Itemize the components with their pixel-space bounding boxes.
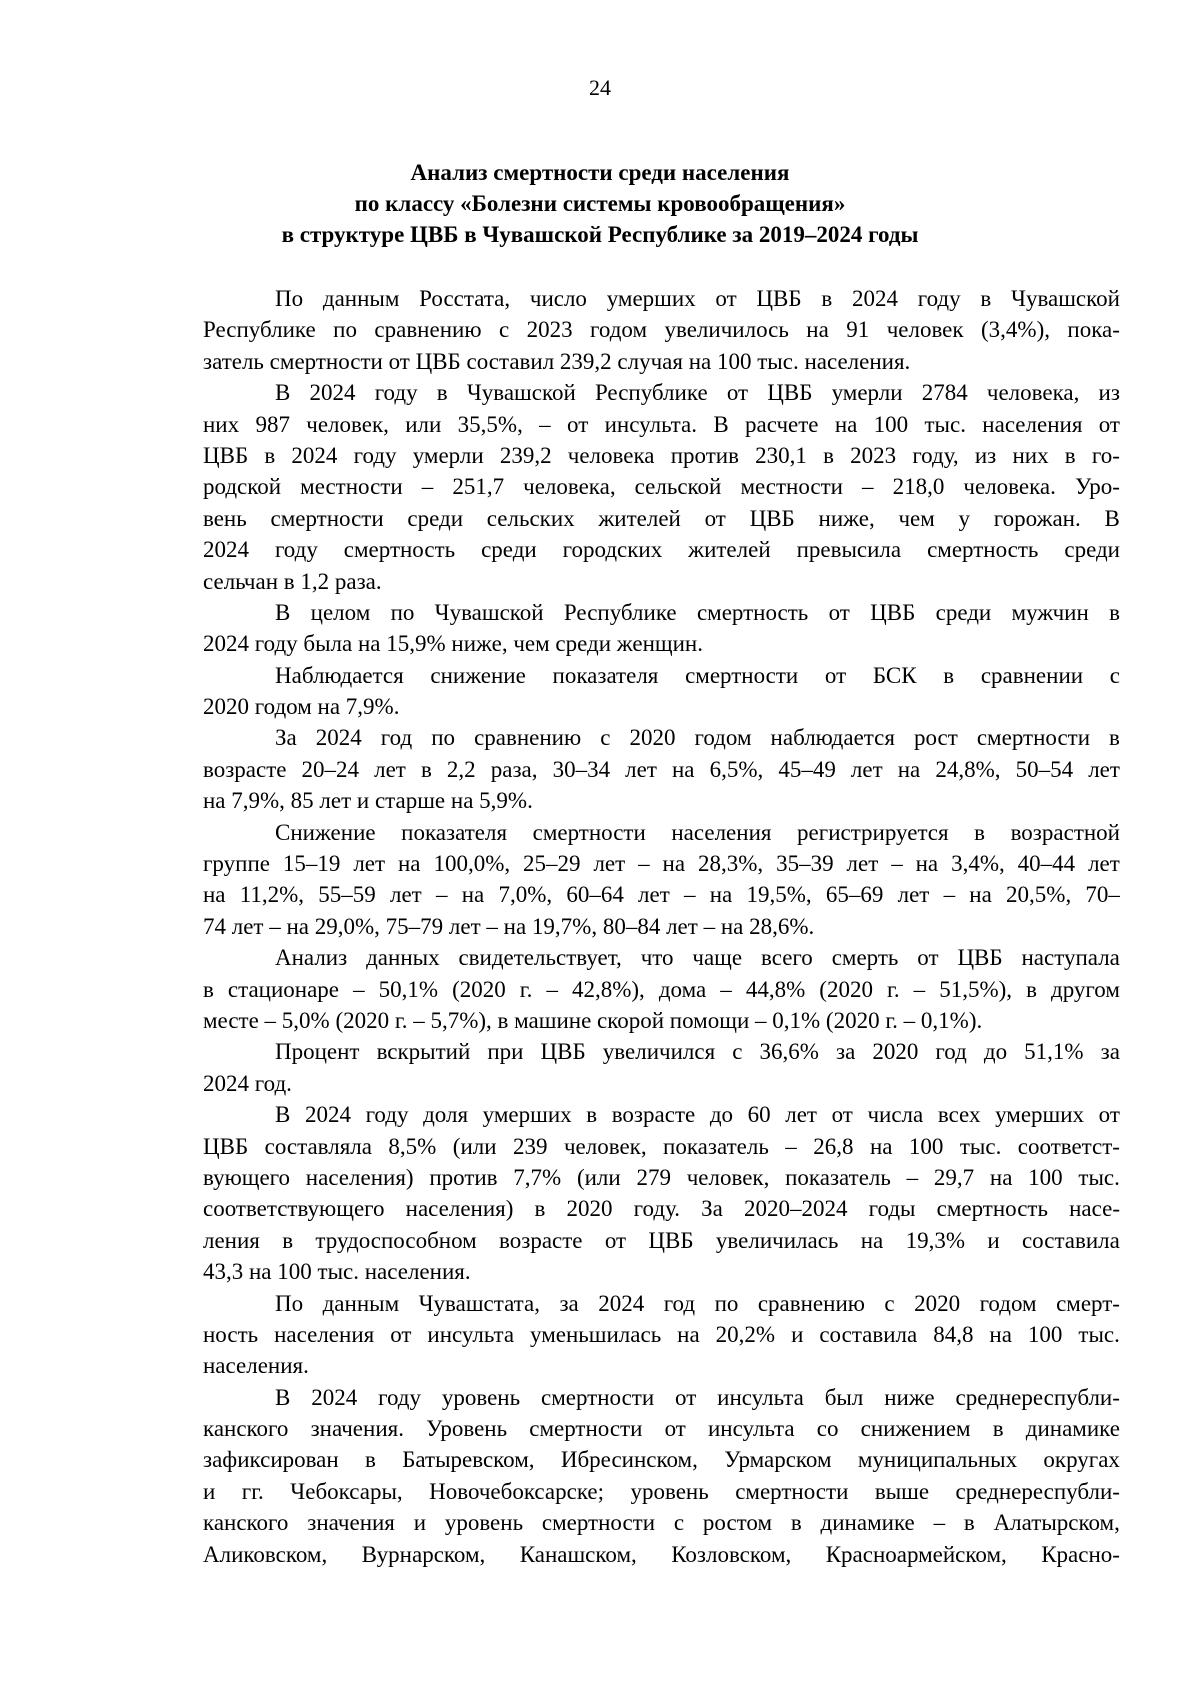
text-line: ления в трудоспособном возрасте от ЦВБ увеличилась на 19,3% и составила — [203, 1227, 1120, 1253]
text-line: месте – 5,0% (2020 г. – 5,7%), в машине скорой помощи – 0,1% (2020 г. – 0,1%). — [203, 1007, 983, 1033]
text-line: затель смертности от ЦВБ составил 239,2 случая на 100 тыс. населения. — [203, 348, 911, 374]
page-number: 24 — [589, 75, 611, 100]
text-line: канского значения и уровень смертности с ростом в динамике – в Алатырском, — [203, 1510, 1120, 1536]
document-body — [203, 283, 1120, 1570]
text-line: ность населения от инсульта уменьшилась на 20,2% и составила 84,8 на 100 тыс. — [203, 1321, 1120, 1347]
text-line: В целом по Чувашской Республике смертность от ЦВБ среди мужчин в — [275, 599, 1120, 625]
text-line: Процент вскрытий при ЦВБ увеличился с 36,6% за 2020 год до 51,1% за — [275, 1039, 1120, 1065]
text-line: По данным Чувашстата, за 2024 год по сравнению с 2020 годом смерт- — [275, 1290, 1120, 1316]
text-line: 43,3 на 100 тыс. населения. — [203, 1259, 471, 1285]
text-line: в стационаре – 50,1% (2020 г. – 42,8%), дома – 44,8% (2020 г. – 51,5%), в другом — [203, 976, 1120, 1002]
text-line: на 7,9%, 85 лет и старше на 5,9%. — [203, 788, 533, 814]
text-line: них 987 человек, или 35,5%, – от инсульта. В расчете на 100 тыс. населения от — [203, 411, 1120, 437]
text-line: Наблюдается снижение показателя смертности от БСК в сравнении с — [275, 662, 1120, 688]
text-line: 2020 годом на 7,9%. — [203, 694, 400, 720]
text-line: группе 15–19 лет на 100,0%, 25–29 лет – на 28,3%, 35–39 лет – на 3,4%, 40–44 лет — [203, 851, 1120, 877]
text-line: возрасте 20–24 лет в 2,2 раза, 30–34 лет на 6,5%, 45–49 лет на 24,8%, 50–54 лет — [203, 756, 1120, 782]
text-line: В 2024 году доля умерших в возрасте до 60 лет от числа всех умерших от — [275, 1102, 1120, 1128]
text-line: родской местности – 251,7 человека, сельской местности – 218,0 человека. Уро- — [203, 474, 1120, 500]
text-line: ЦВБ составляла 8,5% (или 239 человек, показатель – 26,8 на 100 тыс. соответст- — [203, 1133, 1120, 1159]
text-line: По данным Росстата, число умерших от ЦВБ в 2024 году в Чувашской — [275, 286, 1120, 311]
text-line: Республике по сравнению с 2023 годом увеличилось на 91 человек (3,4%), пока- — [203, 317, 1120, 343]
title-line: в структуре ЦВБ в Чувашской Республике за 2019–2024 годы — [281, 222, 919, 247]
paragraph — [203, 377, 1120, 597]
text-line: соответствующего населения) в 2020 году. За 2020–2024 годы смертность насе- — [203, 1196, 1120, 1222]
text-line: 2024 году была на 15,9% ниже, чем среди женщин. — [203, 631, 703, 657]
title-line: по классу «Болезни системы кровообращения» — [354, 191, 846, 216]
text-line: населения. — [203, 1353, 309, 1379]
paragraph — [203, 1036, 1120, 1099]
text-line: канского значения. Уровень смертности от инсульта со снижением в динамике — [203, 1416, 1120, 1442]
paragraph — [203, 660, 1120, 723]
paragraph — [203, 283, 1120, 377]
text-line: В 2024 году в Чувашской Республике от ЦВБ умерли 2784 человека, из — [275, 380, 1120, 406]
text-line: сельчан в 1,2 раза. — [203, 568, 382, 594]
text-line: Снижение показателя смертности населения регистрируется в возрастной — [275, 819, 1120, 845]
text-line: вующего населения) против 7,7% (или 279 человек, показатель – 29,7 на 100 тыс. — [203, 1164, 1120, 1190]
page-title — [0, 157, 1200, 250]
title-line: Анализ смертности среди населения — [410, 160, 790, 185]
text-line: ЦВБ в 2024 году умерли 239,2 человека против 230,1 в 2023 году, из них в го- — [203, 442, 1120, 468]
paragraph — [203, 597, 1120, 660]
paragraph — [203, 722, 1120, 816]
text-line: В 2024 году уровень смертности от инсульта был ниже среднереспубли- — [275, 1384, 1120, 1410]
text-line: и гг. Чебоксары, Новочебоксарске; уровень смертности выше среднереспубли- — [203, 1478, 1120, 1504]
paragraph — [203, 817, 1120, 943]
paragraph — [203, 1382, 1120, 1570]
text-line: За 2024 год по сравнению с 2020 годом наблюдается рост смертности в — [275, 725, 1120, 751]
paragraph — [203, 1288, 1120, 1382]
paragraph — [203, 1099, 1120, 1287]
text-line: Аликовском, Вурнарском, Канашском, Козловском, Красноармейском, Красно- — [203, 1541, 1120, 1567]
text-line: 2024 год. — [203, 1070, 292, 1096]
text-line: вень смертности среди сельских жителей от ЦВБ ниже, чем у горожан. В — [203, 505, 1120, 531]
text-line: зафиксирован в Батыревском, Ибресинском, Урмарском муниципальных округах — [203, 1447, 1120, 1473]
paragraph — [203, 942, 1120, 1036]
text-line: Анализ данных свидетельствует, что чаще всего смерть от ЦВБ наступала — [275, 945, 1120, 971]
text-line: на 11,2%, 55–59 лет – на 7,0%, 60–64 лет – на 19,5%, 65–69 лет – на 20,5%, 70– — [203, 882, 1120, 908]
text-line: 2024 году смертность среди городских жителей превысила смертность среди — [203, 537, 1120, 563]
text-line: 74 лет – на 29,0%, 75–79 лет – на 19,7%, 80–84 лет – на 28,6%. — [203, 913, 815, 939]
